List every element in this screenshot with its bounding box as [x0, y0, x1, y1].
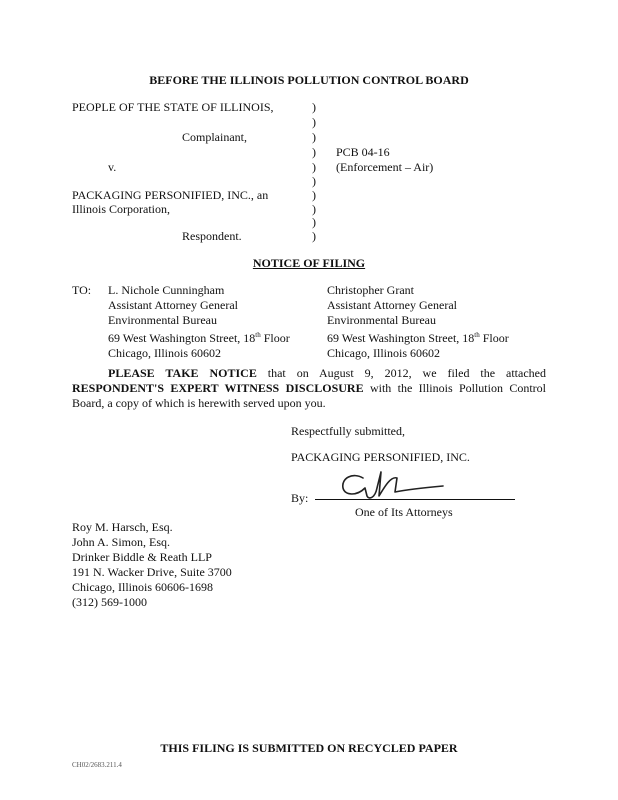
street-ordinal: th [474, 331, 480, 339]
signatory-company: PACKAGING PERSONIFIED, INC. [291, 450, 470, 464]
case-type: (Enforcement – Air) [336, 160, 434, 174]
recipient-bureau: Environmental Bureau [108, 313, 217, 327]
counsel-line: 191 N. Wacker Drive, Suite 3700 [72, 565, 232, 579]
recycled-paper-notice: THIS FILING IS SUBMITTED ON RECYCLED PAPER [160, 741, 458, 755]
caption-paren: ) [312, 174, 316, 188]
recipient-street [108, 328, 290, 346]
street-floor: Floor [479, 331, 509, 345]
caption-paren: ) [312, 145, 316, 159]
recipient-title: Assistant Attorney General [327, 298, 457, 312]
role-complainant: Complainant, [182, 130, 247, 144]
notice-title: NOTICE OF FILING [252, 256, 366, 270]
closing: Respectfully submitted, [291, 424, 405, 438]
notice-paragraph [72, 366, 546, 411]
document-id: CH02/2683.211.4 [72, 761, 122, 769]
counsel-line: Roy M. Harsch, Esq. [72, 520, 173, 534]
caption-paren: ) [312, 115, 316, 129]
recipient-name: Christopher Grant [327, 283, 414, 297]
recipient-block-1 [108, 283, 290, 361]
notice-text-2: with the Illinois Pollution Control Board, a copy of which is herewith served upon you. [72, 381, 546, 410]
party-defendant-line1: PACKAGING PERSONIFIED, INC., an [72, 188, 269, 202]
recipient-title: Assistant Attorney General [108, 298, 238, 312]
signature-line [315, 499, 515, 500]
recipient-name: L. Nichole Cunningham [108, 283, 225, 297]
party-defendant-line2: Illinois Corporation, [72, 202, 170, 216]
caption-paren: ) [312, 229, 316, 243]
recipient-city: Chicago, Illinois 60602 [108, 346, 221, 360]
role-respondent: Respondent. [182, 229, 242, 243]
counsel-block [72, 520, 232, 610]
caption-paren: ) [312, 188, 316, 202]
caption-paren: ) [312, 100, 316, 114]
counsel-line: John A. Simon, Esq. [72, 535, 171, 549]
recipient-block-2 [327, 283, 509, 361]
counsel-line: Drinker Biddle & Reath LLP [72, 550, 212, 564]
filed-document-title: RESPONDENT'S EXPERT WITNESS DISCLOSURE [72, 381, 364, 395]
notice-lead: PLEASE TAKE NOTICE [108, 366, 257, 380]
street-ordinal: th [255, 331, 261, 339]
caption-paren: ) [312, 130, 316, 144]
by-label: By: [291, 491, 309, 505]
case-number: PCB 04-16 [336, 145, 390, 159]
street-text: 69 West Washington Street, 18 [327, 331, 475, 345]
recipient-bureau: Environmental Bureau [327, 313, 436, 327]
counsel-line: (312) 569-1000 [72, 595, 147, 609]
recipient-city: Chicago, Illinois 60602 [327, 346, 440, 360]
street-text: 69 West Washington Street, 18 [108, 331, 256, 345]
versus-label: v. [108, 160, 117, 174]
counsel-line: Chicago, Illinois 60606-1698 [72, 580, 213, 594]
to-label: TO: [72, 283, 92, 297]
party-plaintiff: PEOPLE OF THE STATE OF ILLINOIS, [72, 100, 274, 114]
signature-caption: One of Its Attorneys [355, 505, 453, 519]
caption-paren: ) [312, 202, 316, 216]
handwritten-signature [335, 466, 450, 506]
street-floor: Floor [260, 331, 290, 345]
court-title: BEFORE THE ILLINOIS POLLUTION CONTROL BOARD [149, 73, 469, 87]
caption-paren: ) [312, 160, 316, 174]
caption-paren: ) [312, 215, 316, 229]
recipient-street [327, 328, 509, 346]
notice-text-1: that on August 9, 2012, we filed the attached [256, 366, 546, 380]
